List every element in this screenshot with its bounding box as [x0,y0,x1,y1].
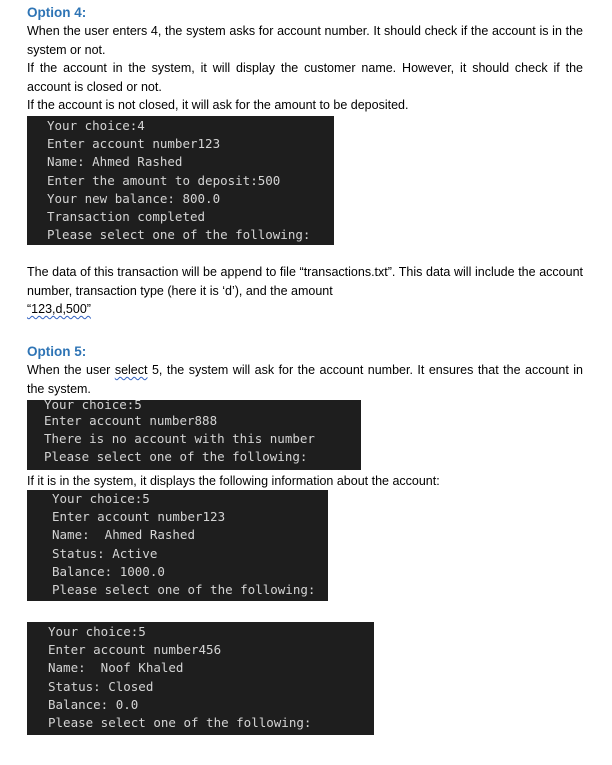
terminal-line: Name: Ahmed Rashed [47,154,183,170]
terminal-line: Please select one of the following: [44,449,308,464]
option5-found-text: If it is in the system, it displays the following information about the account: [27,474,440,488]
terminal-line: Enter the amount to deposit:500 [47,172,281,188]
terminal-line: Enter account number123 [47,136,221,152]
option4-transaction-note [27,263,583,319]
option4-paragraph-2: If the account in the system, it will display the customer name. However, it should check if the account is closed or not. [27,61,583,94]
terminal-line: Your choice:4 [47,118,145,133]
option5-terminal-not-found [27,400,361,470]
terminal-line: Enter account number456 [48,642,222,658]
terminal-line: Your choice:5 [48,624,146,639]
terminal-line: Status: Active [52,545,158,561]
terminal-line: Enter account number888 [44,413,218,428]
terminal-line: Status: Closed [48,678,154,694]
terminal-line: Enter account number123 [52,509,226,525]
option5-intro-select: select [114,363,148,377]
terminal-line: Your choice:5 [44,400,142,412]
terminal-line: Name: Ahmed Rashed [52,527,195,543]
terminal-line: Balance: 1000.0 [52,563,165,579]
option5-intro [27,361,583,398]
terminal-line: There is no account with this number [44,431,315,446]
terminal-line: Name: Noof Khaled [48,660,184,676]
transaction-note-text: The data of this transaction will be append to file “transactions.txt”. This data will include the account number, transaction type (here it is ‘d’), and the amount [27,265,583,298]
option5-intro-end: 5, the system will ask for the account number. It ensures that the account in the system. [27,363,584,396]
terminal-line: Please select one of the following: [47,227,311,243]
option5-description [27,361,583,398]
terminal-line: Please select one of the following: [48,715,312,731]
option4-paragraph-1: When the user enters 4, the system asks for account number. It should check if the account is in the system or not. [27,24,583,57]
terminal-line: Please select one of the following: [52,582,316,598]
option5-heading: Option 5: [27,344,87,359]
option4-terminal [27,116,334,245]
terminal-line: Your choice:5 [52,491,150,506]
option5-terminal-active [27,490,328,601]
option4-heading: Option 4: [27,5,87,20]
option5-intro-start: When the user [27,363,115,377]
terminal-line: Balance: 0.0 [48,696,139,712]
terminal-line: Your new balance: 800.0 [47,190,221,206]
option4-description [27,22,583,115]
option5-terminal-closed [27,622,374,735]
terminal-line: Transaction completed [47,209,206,225]
transaction-record: “123,d,500” [27,302,91,317]
option4-paragraph-3: If the account is not closed, it will ask for the amount to be deposited. [27,98,409,113]
